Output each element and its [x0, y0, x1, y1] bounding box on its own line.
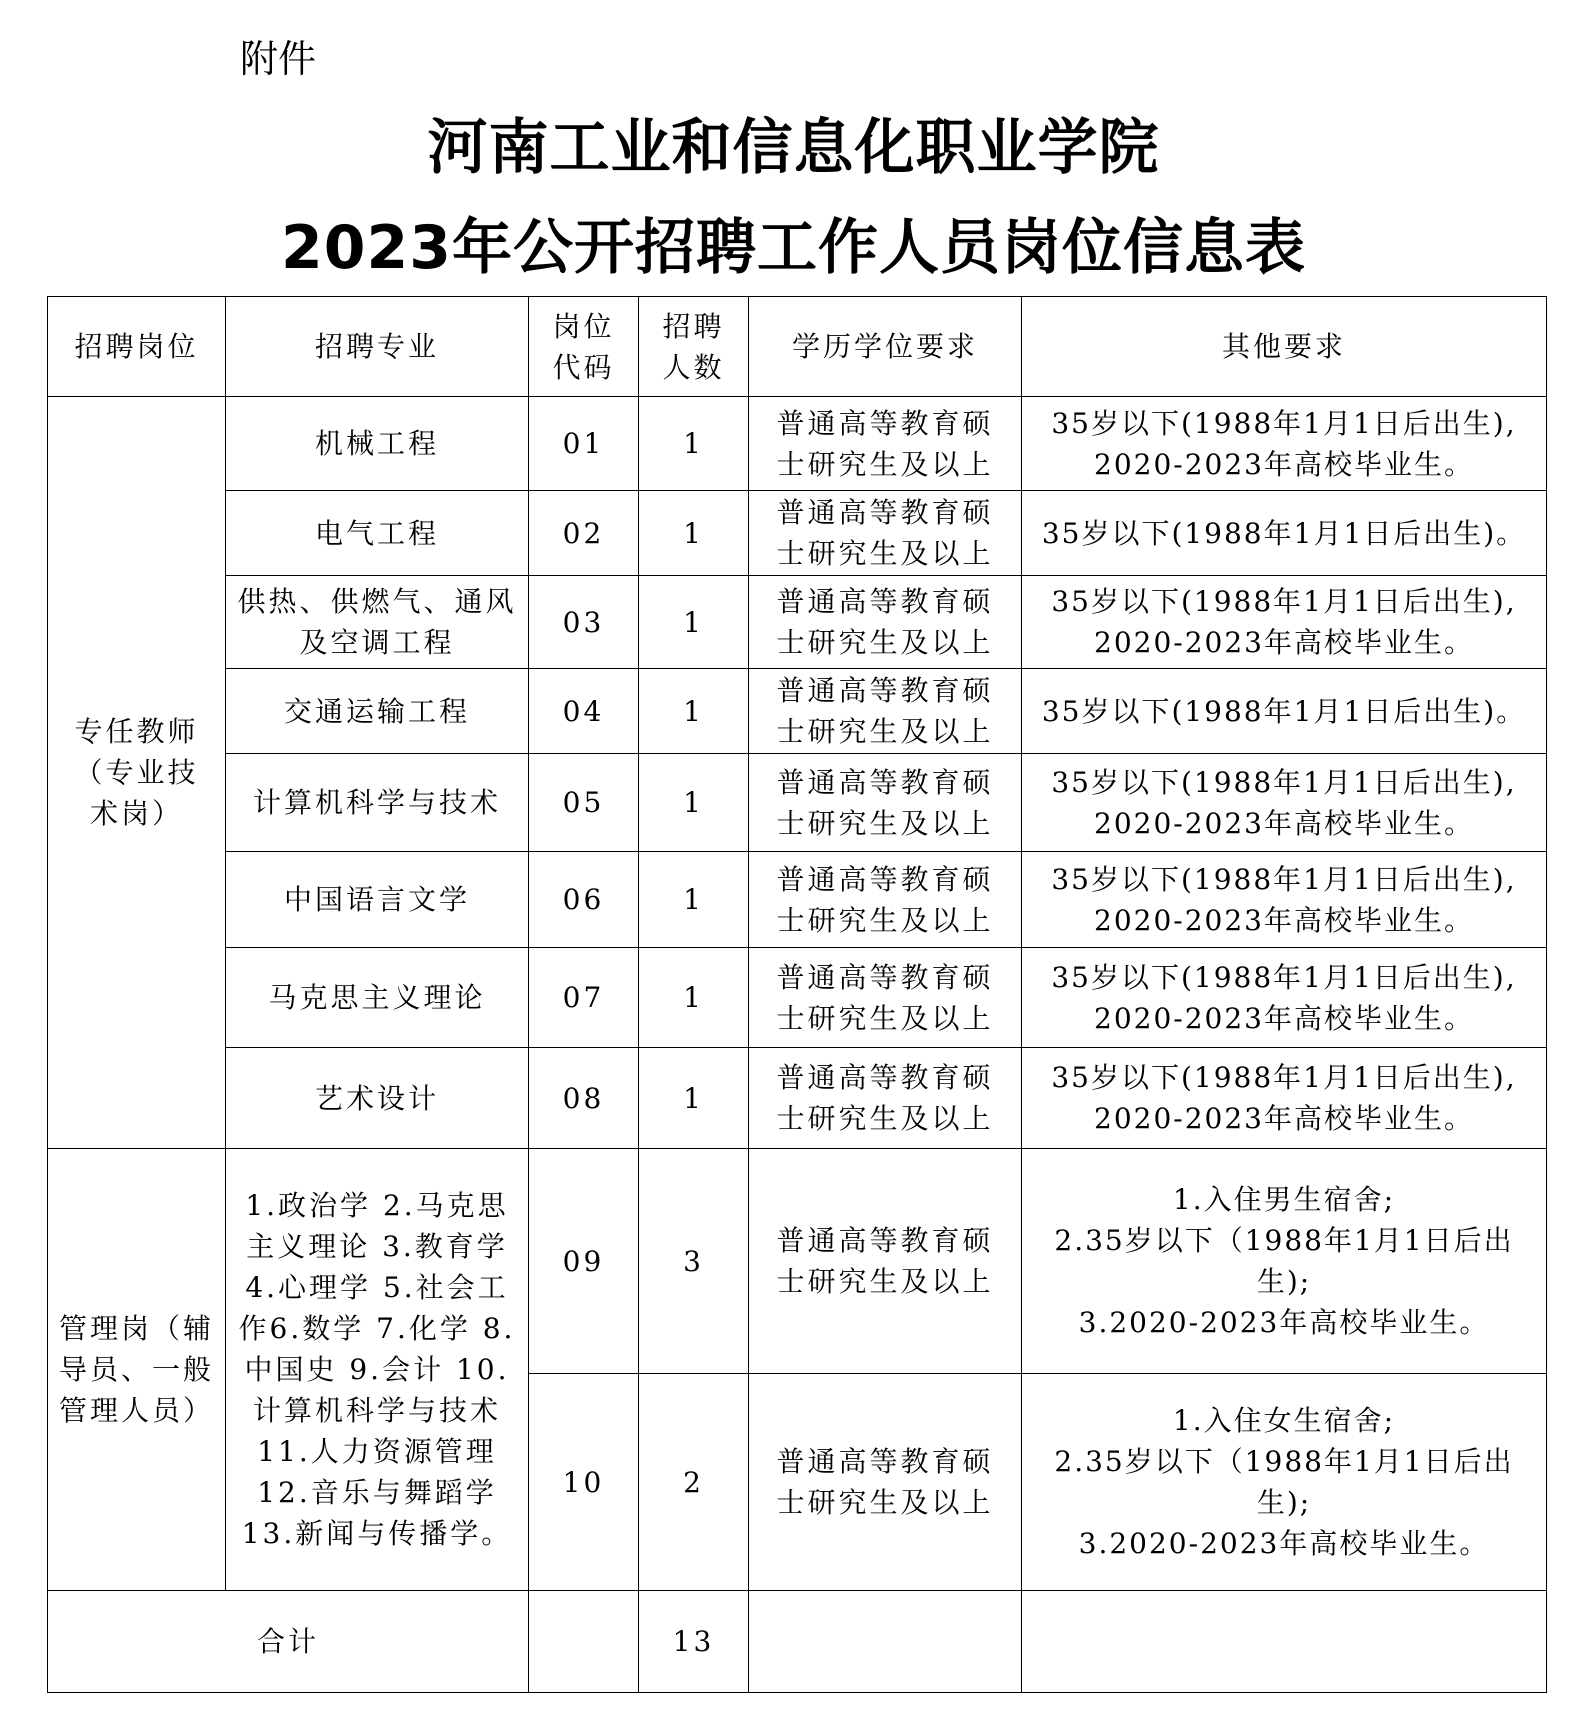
header-code: 岗位 代码 — [529, 297, 639, 397]
code-cell: 10 — [529, 1374, 639, 1591]
code-cell: 08 — [529, 1048, 639, 1149]
code-cell: 04 — [529, 669, 639, 754]
major-cell: 交通运输工程 — [226, 669, 529, 754]
count-cell: 1 — [639, 948, 749, 1048]
header-major: 招聘专业 — [226, 297, 529, 397]
code-cell: 02 — [529, 491, 639, 576]
table-header-row — [48, 297, 1547, 397]
education-cell: 普通高等教育硕 士研究生及以上 — [749, 754, 1022, 852]
header-position: 招聘岗位 — [48, 297, 226, 397]
count-cell: 1 — [639, 754, 749, 852]
table-row — [48, 754, 1547, 852]
table-row — [48, 491, 1547, 576]
code-cell: 01 — [529, 397, 639, 491]
table-row — [48, 1048, 1547, 1149]
major-cell: 电气工程 — [226, 491, 529, 576]
education-cell: 普通高等教育硕 士研究生及以上 — [749, 1374, 1022, 1591]
code-cell: 07 — [529, 948, 639, 1048]
page-title-line2: 2023年公开招聘工作人员岗位信息表 — [281, 213, 1306, 283]
attachment-label: 附件 — [240, 37, 317, 81]
code-cell: 03 — [529, 576, 639, 669]
education-cell: 普通高等教育硕 士研究生及以上 — [749, 948, 1022, 1048]
education-cell: 普通高等教育硕 士研究生及以上 — [749, 1149, 1022, 1374]
major-cell: 艺术设计 — [226, 1048, 529, 1149]
table-row — [48, 576, 1547, 669]
positions-table — [47, 296, 1547, 1693]
table-row — [48, 397, 1547, 491]
major-cell: 机械工程 — [226, 397, 529, 491]
count-cell: 1 — [639, 669, 749, 754]
major-cell: 中国语言文学 — [226, 852, 529, 948]
count-cell: 1 — [639, 852, 749, 948]
other-cell: 1.入住男生宿舍; 2.35岁以下（1988年1月1日后出 生); 3.2020-2023年高校毕业生。 — [1022, 1149, 1547, 1374]
total-education-cell — [749, 1591, 1022, 1693]
code-cell: 09 — [529, 1149, 639, 1374]
count-cell: 3 — [639, 1149, 749, 1374]
education-cell: 普通高等教育硕 士研究生及以上 — [749, 852, 1022, 948]
total-code-cell — [529, 1591, 639, 1693]
code-cell: 06 — [529, 852, 639, 948]
major-cell: 供热、供燃气、通风 及空调工程 — [226, 576, 529, 669]
other-cell: 35岁以下(1988年1月1日后出生), 2020-2023年高校毕业生。 — [1022, 852, 1547, 948]
header-other: 其他要求 — [1022, 297, 1547, 397]
table-row — [48, 852, 1547, 948]
admin-majors-cell: 1.政治学 2.马克思 主义理论 3.教育学 4.心理学 5.社会工 作6.数学 7.化学 8. 中国史 9.会计 10. 计算机科学与技术 11.人力资源管理 12.音乐与舞蹈学 13.新闻与传播学。 — [226, 1149, 529, 1591]
other-cell: 35岁以下(1988年1月1日后出生), 2020-2023年高校毕业生。 — [1022, 397, 1547, 491]
total-count: 13 — [639, 1591, 749, 1693]
education-cell: 普通高等教育硕 士研究生及以上 — [749, 669, 1022, 754]
count-cell: 1 — [639, 397, 749, 491]
education-cell: 普通高等教育硕 士研究生及以上 — [749, 1048, 1022, 1149]
total-row — [48, 1591, 1547, 1693]
other-cell: 35岁以下(1988年1月1日后出生), 2020-2023年高校毕业生。 — [1022, 948, 1547, 1048]
count-cell: 1 — [639, 1048, 749, 1149]
group-admin-cell: 管理岗（辅 导员、一般 管理人员） — [48, 1149, 226, 1591]
other-cell: 35岁以下(1988年1月1日后出生), 2020-2023年高校毕业生。 — [1022, 754, 1547, 852]
code-cell: 05 — [529, 754, 639, 852]
total-label: 合计 — [48, 1591, 529, 1693]
major-cell: 计算机科学与技术 — [226, 754, 529, 852]
count-cell: 1 — [639, 576, 749, 669]
table-row — [48, 948, 1547, 1048]
page-title-line1: 河南工业和信息化职业学院 — [427, 113, 1160, 183]
education-cell: 普通高等教育硕 士研究生及以上 — [749, 397, 1022, 491]
header-count: 招聘 人数 — [639, 297, 749, 397]
count-cell: 2 — [639, 1374, 749, 1591]
total-other-cell — [1022, 1591, 1547, 1693]
other-cell: 35岁以下(1988年1月1日后出生)。 — [1022, 491, 1547, 576]
other-cell: 35岁以下(1988年1月1日后出生)。 — [1022, 669, 1547, 754]
other-cell: 1.入住女生宿舍; 2.35岁以下（1988年1月1日后出 生); 3.2020-2023年高校毕业生。 — [1022, 1374, 1547, 1591]
table-row — [48, 1149, 1547, 1374]
other-cell: 35岁以下(1988年1月1日后出生), 2020-2023年高校毕业生。 — [1022, 1048, 1547, 1149]
count-cell: 1 — [639, 491, 749, 576]
major-cell: 马克思主义理论 — [226, 948, 529, 1048]
education-cell: 普通高等教育硕 士研究生及以上 — [749, 576, 1022, 669]
other-cell: 35岁以下(1988年1月1日后出生), 2020-2023年高校毕业生。 — [1022, 576, 1547, 669]
header-education: 学历学位要求 — [749, 297, 1022, 397]
table-row — [48, 669, 1547, 754]
group-teacher-cell: 专任教师 （专业技 术岗） — [48, 397, 226, 1149]
education-cell: 普通高等教育硕 士研究生及以上 — [749, 491, 1022, 576]
